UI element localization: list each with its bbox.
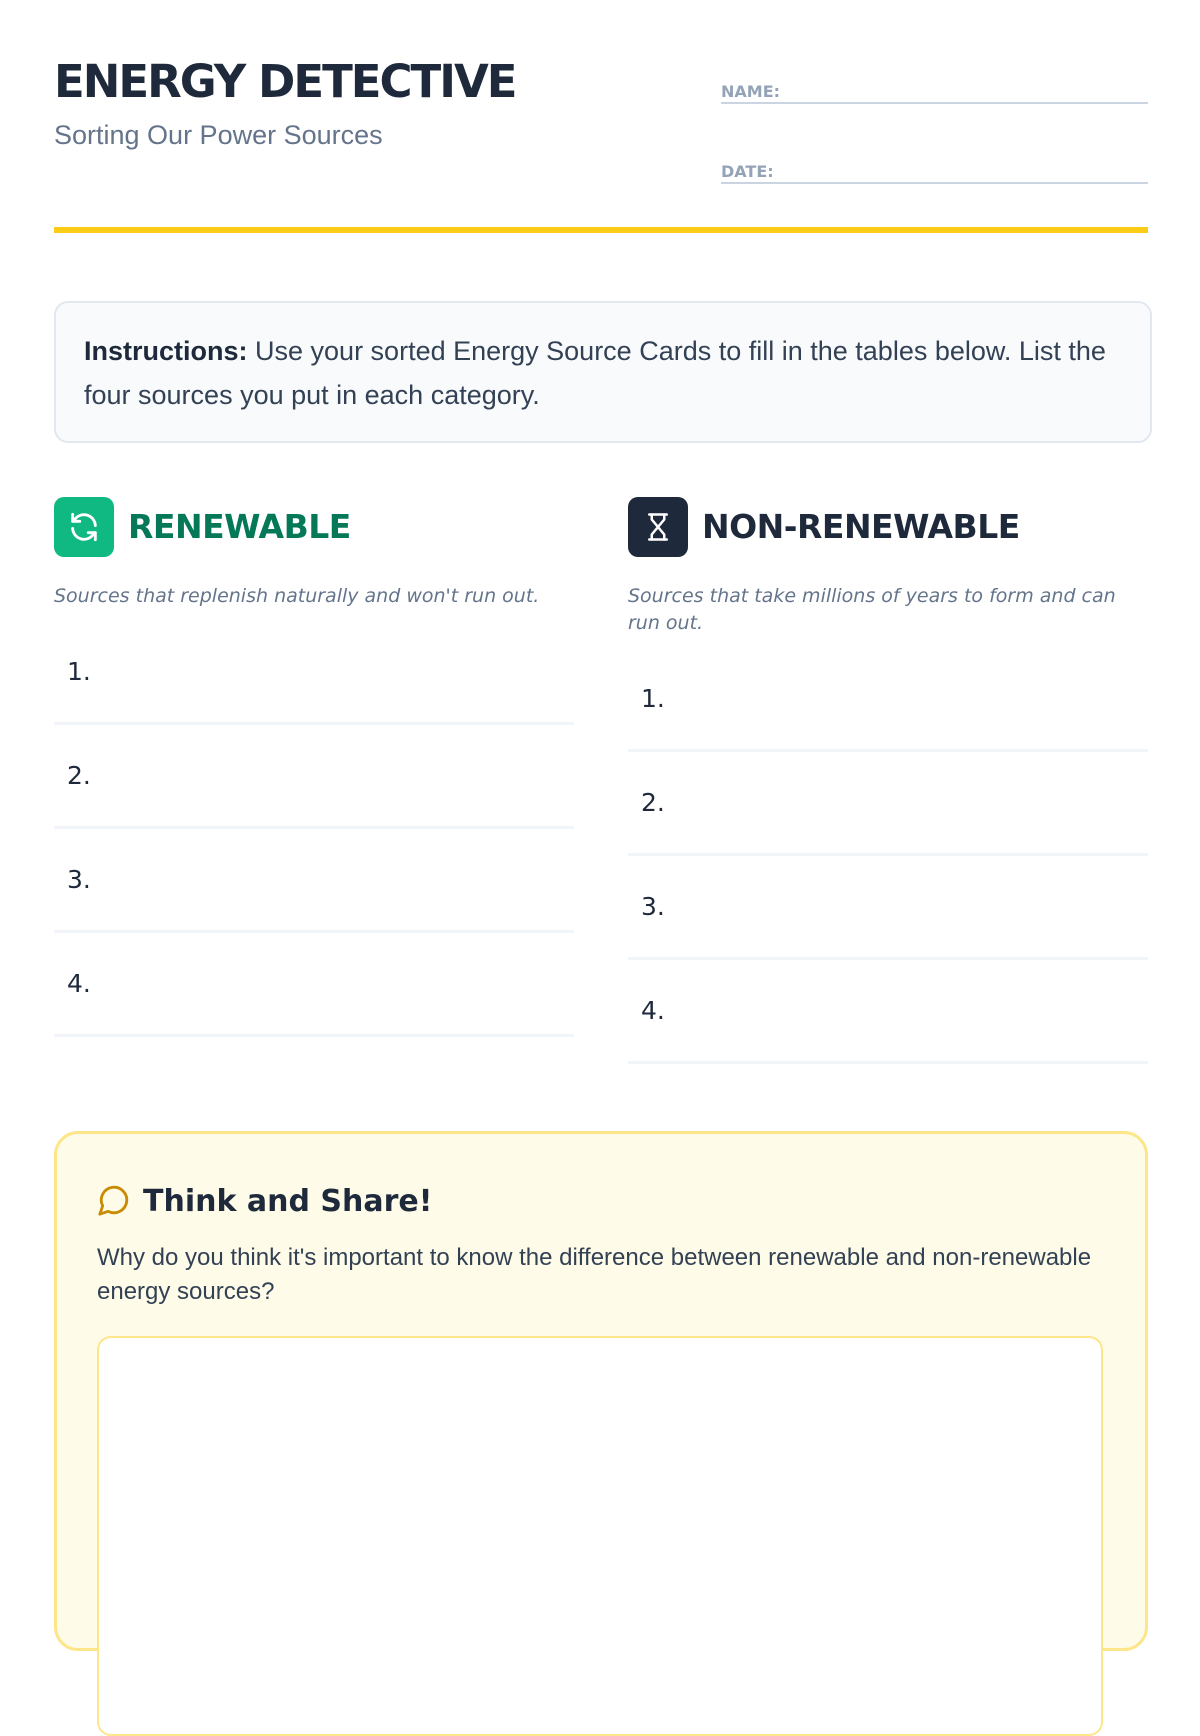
instructions-box	[54, 301, 1152, 443]
date-field[interactable]	[721, 162, 1148, 184]
row-number: 1.	[67, 657, 91, 686]
nonrenewable-answer-3[interactable]	[628, 856, 1148, 960]
name-label: NAME:	[721, 82, 781, 101]
renewable-title: RENEWABLE	[128, 507, 351, 546]
nonrenewable-answer-1[interactable]	[628, 648, 1148, 752]
row-number: 4.	[67, 969, 91, 998]
think-title: Think and Share!	[143, 1184, 433, 1219]
date-label: DATE:	[721, 162, 774, 181]
think-and-share-card	[54, 1131, 1148, 1651]
page-title: ENERGY DETECTIVE	[54, 55, 516, 108]
renewable-column	[54, 497, 574, 1037]
nonrenewable-title: NON-RENEWABLE	[702, 507, 1020, 546]
nonrenewable-description: Sources that take millions of years to form and can run out.	[628, 585, 1116, 634]
think-question: Why do you think it's important to know the difference between renewable and non-renewable energy sources?	[97, 1244, 1092, 1305]
renewable-answer-2[interactable]	[54, 725, 574, 829]
renewable-header	[54, 497, 574, 557]
nonrenewable-header	[628, 497, 1148, 557]
row-number: 2.	[67, 761, 91, 790]
row-number: 3.	[641, 892, 665, 921]
renewable-description: Sources that replenish naturally and won't run out.	[54, 585, 540, 607]
nonrenewable-column	[628, 497, 1148, 1064]
think-answer-box[interactable]	[97, 1336, 1103, 1736]
row-number: 2.	[641, 788, 665, 817]
renewable-answer-3[interactable]	[54, 829, 574, 933]
row-number: 1.	[641, 684, 665, 713]
refresh-arrows-icon	[54, 497, 114, 557]
renewable-answer-4[interactable]	[54, 933, 574, 1037]
header-divider	[54, 227, 1148, 233]
nonrenewable-answer-2[interactable]	[628, 752, 1148, 856]
speech-bubble-icon	[97, 1183, 131, 1222]
renewable-answer-1[interactable]	[54, 621, 574, 725]
row-number: 4.	[641, 996, 665, 1025]
nonrenewable-answer-4[interactable]	[628, 960, 1148, 1064]
row-number: 3.	[67, 865, 91, 894]
name-field[interactable]	[721, 82, 1148, 104]
hourglass-icon	[628, 497, 688, 557]
think-header	[97, 1182, 432, 1222]
instructions-lead: Instructions:	[84, 336, 248, 366]
instructions-text: Use your sorted Energy Source Cards to fill in the tables below. List the four sources you put in each category.	[84, 336, 1106, 410]
page-subtitle: Sorting Our Power Sources	[54, 120, 383, 150]
